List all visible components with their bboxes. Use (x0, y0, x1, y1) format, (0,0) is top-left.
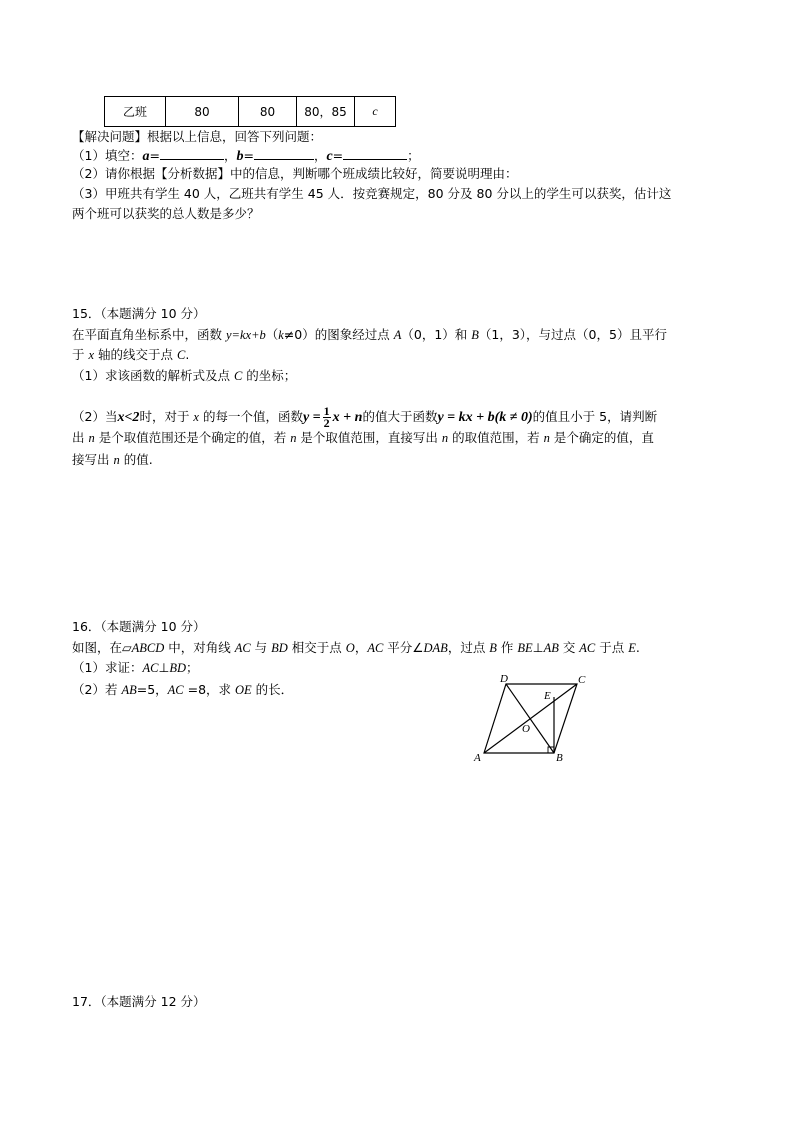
score-table (104, 96, 396, 127)
q15-header: 15．（本题满分 10 分） (72, 306, 206, 321)
label-o: O (522, 723, 530, 735)
q16-part1: （1）求证：AC⊥BD； (72, 660, 199, 675)
parallelogram-figure (472, 672, 592, 764)
q15-stem-line1: 在平面直角坐标系中，函数 y=kx+b（k≠0）的图象经过点 A（0，1）和 B（1，3），与过点（0，5）且平行 (72, 327, 667, 342)
q14-header: 【解决问题】根据以上信息，回答下列问题： (72, 129, 323, 144)
q15-part2-line3: 接写出 n 的值. (72, 452, 153, 467)
q15-part2-line2: 出 n 是个取值范围还是个确定的值，若 n 是个取值范围，直接写出 n 的取值范围，若 n 是个确定的值，直 (72, 430, 654, 445)
q14-part3-line2: 两个班可以获奖的总人数是多少？ (72, 206, 260, 221)
q16-header: 16．（本题满分 10 分） (72, 619, 206, 634)
answer-blank-c[interactable] (343, 147, 407, 160)
fraction-one-half: $\frac{1}{2}$ (323, 404, 330, 430)
q14-part2: （2）请你根据【分析数据】中的信息，判断哪个班成绩比较好，简要说明理由： (72, 166, 518, 181)
table-cell: 乙班 (105, 97, 166, 127)
table-cell: 80，85 (297, 97, 355, 127)
q16-part2: （2）若 AB=5，AC =8，求 OE 的长． (72, 682, 294, 697)
answer-blank-b[interactable] (254, 147, 314, 160)
table-cell: 80 (166, 97, 239, 127)
q14-part1: （1）填空：a= ，b= ，c= ； (72, 148, 420, 164)
label-a: A (474, 752, 481, 764)
q15-part1: （1）求该函数的解析式及点 C 的坐标； (72, 368, 297, 383)
label-c: C (578, 674, 586, 686)
table-cell: 80 (239, 97, 297, 127)
table-row (105, 97, 396, 127)
label-e: E (544, 690, 551, 702)
q16-stem: 如图，在▱ABCD 中，对角线 AC 与 BD 相交于点 O，AC 平分∠DAB，过点 B 作 BE⊥AB 交 AC 于点 E. (72, 640, 640, 655)
q17-header: 17．（本题满分 12 分） (72, 994, 206, 1009)
answer-blank-a[interactable] (160, 147, 224, 160)
q14-part3-line1: （3）甲班共有学生 40 人，乙班共有学生 45 人．按竞赛规定，80 分及 80 分以上的学生可以获奖，估计这 (72, 186, 672, 201)
table-cell: c (355, 97, 396, 127)
label-b: B (556, 752, 563, 764)
q15-stem-line2: 于 x 轴的线交于点 C. (72, 347, 190, 362)
label-d: D (500, 673, 508, 685)
q15-part2-line1: （2）当x<2时，对于 x 的每一个值，函数y = $\frac{1}{2}$ x + n的值大于函数y = kx + b(k ≠ 0)的值且小于 5，请判断 (72, 404, 658, 430)
